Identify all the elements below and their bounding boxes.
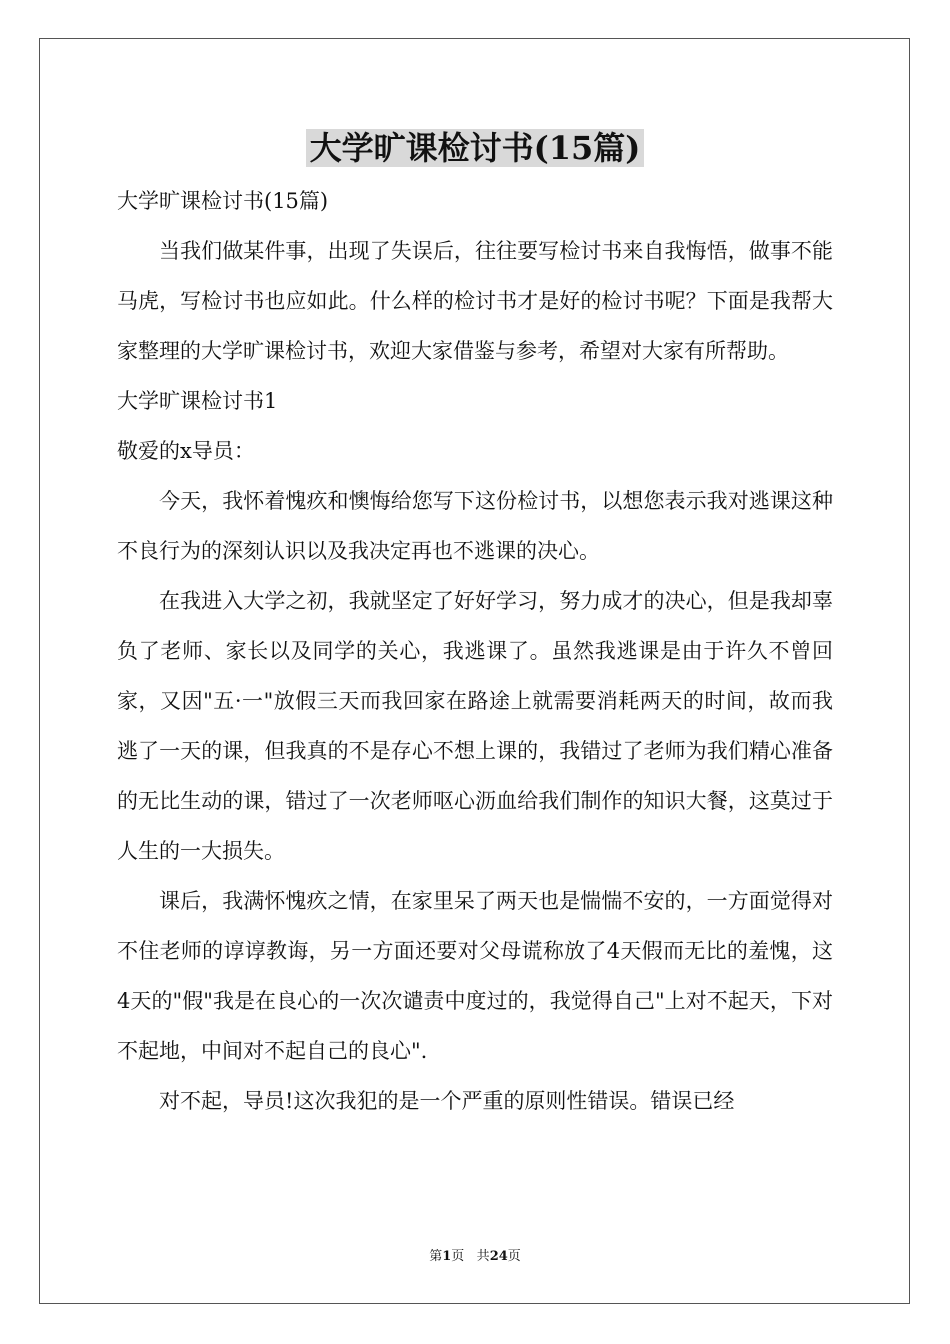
intro-paragraph: 当我们做某件事，出现了失误后，往往要写检讨书来自我悔悟，做事不能马虎，写检讨书也应如此。什么样的检讨书才是好的检讨书呢？下面是我帮大家整理的大学旷课检讨书，欢迎大家借鉴与参考，希望对大家有所帮助。 <box>117 239 833 363</box>
salutation: 敬爱的x导员： <box>117 439 255 463</box>
body-paragraph: 对不起，导员!这次我犯的是一个严重的原则性错误。错误已经 <box>159 1089 735 1113</box>
section-heading: 大学旷课检讨书1 <box>117 389 278 413</box>
body-paragraph: 今天，我怀着愧疚和懊悔给您写下这份检讨书，以想您表示我对逃课这种不良行为的深刻认识以及我决定再也不逃课的决心。 <box>117 489 833 563</box>
page-number-current: 1 <box>442 1249 452 1264</box>
page-footer <box>0 1248 950 1266</box>
body-paragraph: 课后，我满怀愧疚之情，在家里呆了两天也是惴惴不安的，一方面觉得对不住老师的谆谆教诲，另一方面还要对父母谎称放了4天假而无比的羞愧，这4天的"假"我是在良心的一次次谴责中度过的，我觉得自己"上对不起天，下对不起地，中间对不起自己的良心". <box>117 889 833 1063</box>
document-title-text: 大学旷课检讨书(15篇) <box>306 129 645 167</box>
document-title <box>0 128 950 168</box>
page-total: 24 <box>489 1249 508 1264</box>
page-number-prefix: 第 <box>429 1249 443 1264</box>
body-paragraph: 在我进入大学之初，我就坚定了好好学习，努力成才的决心，但是我却辜负了老师、家长以及同学的关心，我逃课了。虽然我逃课是由于许久不曾回家，又因"五·一"放假三天而我回家在路途上就需要消耗两天的时间，故而我逃了一天的课，但我真的不是存心不想上课的，我错过了老师为我们精心准备的无比生动的课，错过了一次老师呕心沥血给我们制作的知识大餐，这莫过于人生的一大损失。 <box>117 589 833 863</box>
page-total-prefix: 共 <box>476 1249 490 1264</box>
page-number-suffix: 页 <box>451 1249 465 1264</box>
page-total-suffix: 页 <box>507 1249 521 1264</box>
subtitle-line: 大学旷课检讨书(15篇) <box>117 189 329 213</box>
document-body <box>117 176 833 1126</box>
